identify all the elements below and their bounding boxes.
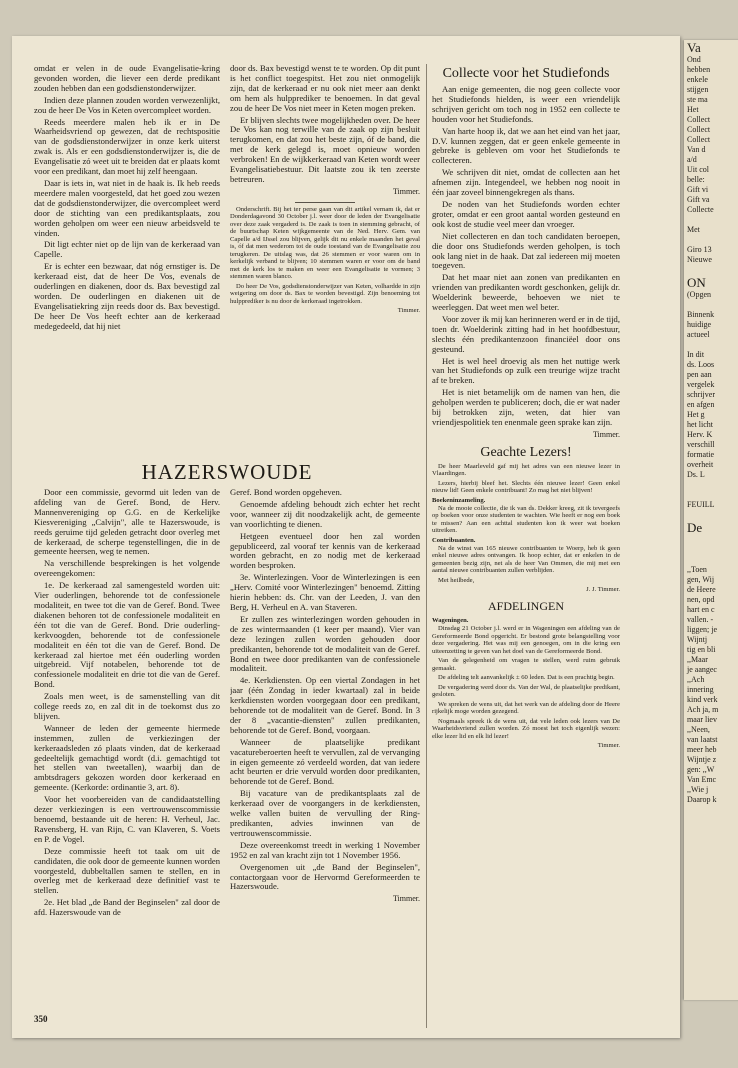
next-page-fragment: Van Emc [687,775,717,784]
next-page-fragment: de Heere [687,585,716,594]
paragraph: 1e. De kerkeraad zal samengesteld worden uit: Vier ouderlingen, behorende tot de confessionele modaliteit, en twee tot die van de Geref. Bond. Twee diakenen behoren tot de confessionele modaliteit en één tot die van de Geref. Bond. Drie ouderling-kerkvoogden, behorende tot de confessionele modaliteit en één tot die van de Geref. Bond. De kerkeraad zal hiertoe met één ouderling worden uitgebreid. Vijf notabelen, behorende tot de confessionele modaliteit en drie tot die van de Geref. Bond. [34,580,220,690]
next-page-fragment [684,490,738,500]
next-page-fragment [684,535,738,545]
signature: Timmer. [397,307,420,315]
paragraph: Na de mooie collectie, die ik van ds. Dekker kreeg, zit ik tevergeefs op boeken voor onze studenten te wachten. Wie heeft er nog een boek te missen? Aan een achttal studenten kon ik weer wat boeken uitreiken. [432,504,620,535]
paragraph: Van de gelegenheid om vragen te stellen, werd ruim gebruik gemaakt. [432,657,620,672]
paragraph: door ds. Bax bevestigd wenst te te worden. Op dit punt is het conflict toegespitst. Het zou niet onmogelijk zijn, dat de kerkeraad er nu ook niet meer aan denkt om hem als hulpprediker te benoemen. In dat geval zou de heer De Vos niet meer in Keten mogen preken. [230,64,420,113]
paragraph: 3e. Winterlezingen. Voor de Winterlezingen is een „Herv. Comité voor Winterlezingen" benoemd. Zitting hierin hebben: ds. Chr. van der Leeden, J. van den Berg, H. Verheul en A. van Staveren. [230,572,420,612]
footnote-block [230,206,420,315]
next-page-fragment: meer heb [687,745,717,754]
next-page-fragment: huidige [687,320,711,329]
next-page-fragment: Het [687,105,699,114]
next-page-fragment: kind verk [687,695,718,704]
next-page-fragment: maar liev [687,715,717,724]
next-page-fragment [684,340,738,350]
next-page-fragment: en afgen [687,400,715,409]
paragraph: Voor het voorbereiden van de candidaatstelling dezer verkiezingen is een vertrouwenscommissie benoemd, bestaande uit de heren: H. Verheul, Jac. Ravensberg, H. van Rijn, C. van Klaveren, S. Voets en P. de Vogel. [34,794,220,844]
next-page-fragment: Uit col [687,165,709,174]
next-page-fragment: ,,Maar [687,655,708,664]
paragraph: Voor zover ik mij kan herinneren werd er in de tijd, toen dr. Woelderink zitting had in het hoofdbestuur, slechts één predikantenzoon financiëel door ons gesteund. [432,313,620,354]
paragraph: Er blijven slechts twee mogelijkheden over. De heer De Vos kan nog terwille van de zaak op zijn besluit terugkomen, en dat zou het beste zijn, óf de band, die met de kerk gelegd is, moet opnieuw worden verbroken! En de wijkkerkeraad van Keten wordt weer Evangelisatiebestuur. Dit laatste zou ik ten zeerste betreuren. [230,114,420,184]
paragraph: Overgenomen uit „de Band der Beginselen", contactorgaan voor de Hervormd Gereformeerden te Hazerswoude. [230,861,420,892]
next-page-fragment: overheit [687,460,714,469]
next-page-fragment: je aangec [687,665,717,674]
next-page-fragment: Ach ja, m [687,705,719,714]
paragraph: Indien deze plannen zouden worden verwezenlijkt, zou de heer De Vos in Keten overcompleet worden. [34,94,220,115]
paragraph: Van harte hoop ik, dat we aan het eind van het jaar, D.V. kunnen zeggen, dat er geen enkele gemeente in gebreke is gebleven om voor het Studiefonds te collecteren. [432,125,620,166]
hazerswoude-title: HAZERSWOUDE [141,460,313,484]
paragraph: Dit ligt echter niet op de lijn van de kerkeraad van Capelle. [34,239,220,260]
next-page-fragment [684,545,738,555]
wageningen-heading: Wageningen. [432,617,469,625]
next-page-fragment: het licht [687,420,713,429]
afdelingen-title: AFDELINGEN [488,599,564,614]
next-page-fragment: actueel [687,330,710,339]
paragraph: Niet collecteren en dan toch candidaten beroepen, die door ons Studiefonds werden geholpen, is toch ook lang niet in de haak. Dat zal iedereen mij moeten toegeven. [432,230,620,271]
paragraph: We schrijven dit niet, omdat de collecten aan het afnemen zijn. Integendeel, we hebben nog nooit in één jaar zoveel binnengekregen als thans. [432,167,620,198]
hazerswoude-column-a [34,488,220,1028]
signature: Timmer. [392,186,420,196]
paragraph: We spreken de wens uit, dat het werk van de afdeling door de Heere rijkelijk moge worden gezegend. [432,700,620,716]
next-page-fragment: Giro 13 [687,245,712,254]
next-page-fragment: ds. Loos [687,360,715,369]
paragraph: Geref. Bond worden opgeheven. [230,488,342,497]
paragraph: Genoemde afdeling behoudt zich echter het recht voor, wanneer zij dit noodzakelijk acht, de gemeente van voorlichting te dienen. [230,498,420,529]
paragraph: 2e. Het blad „de Band der Beginselen" zal door de afd. Hazerswoude van de [34,897,220,918]
column-c [432,66,620,1028]
newspaper-page [12,36,680,1038]
next-page-fragment: Het g [687,410,705,419]
next-page-fragment: In dit [687,350,705,359]
paragraph: De heer Maarleveld gaf mij het adres van een nieuwe lezer in Vlaardingen. [432,462,620,478]
next-page-fragment [684,235,738,245]
paragraph: Dinsdag 21 October j.l. werd er in Wageningen een afdeling van de Gereformeerde Bond opgericht. Er bestond grote belangstelling voor deze vergadering. Het was mij een genoegen, om in die kring een uiteenzetting te geven van het doel van de Gereformeerde Bond. [432,625,620,655]
column-divider [426,64,427,1028]
divider [295,202,355,203]
next-page-fragment [684,510,738,520]
next-page-fragment: ,,Neen, [687,725,710,734]
paragraph: Deze commissie heeft tot taak om uit de candidaten, die ook door de gemeente kunnen worden voorgesteld, dubbeltallen samen te stellen, en in overleg met de kerkeraad deze definitief vast te stellen. [34,845,220,896]
wageningen-block [432,617,620,749]
next-page-fragment: hart en c [687,605,715,614]
next-page-fragment: Gift va [687,195,710,204]
next-page-fragment: stijgen [687,85,709,94]
paragraph: De afdeling telt aanvankelijk ± 60 leden. Dat is een prachtig begin. [438,674,615,682]
next-page-fragment: vergelek [687,380,715,389]
next-page-fragment: Collect [687,115,711,124]
next-page-fragment: ,,Toen [687,565,707,574]
contrib-heading: Contribuanten. [432,536,476,544]
paragraph: Hetgeen eventueel door hen zal worden gepubliceerd, zal vooraf ter kennis van de kerkeraad worden gebracht, en zo nodig met de kerkeraad worden besproken. [230,530,420,571]
next-page-fragment: formatie [687,450,715,459]
paragraph: Deze overeenkomst treedt in werking 1 November 1952 en zal van kracht zijn tot 1 November 1956. [230,839,420,860]
next-page-fragment: Gift vi [687,185,709,194]
signature: J. J. Timmer. [586,586,620,594]
next-page-fragment: belle: [687,175,705,184]
next-page-fragment: Ond [687,55,701,64]
next-page-fragment: Collect [687,135,711,144]
paragraph: De noden van het Studiefonds worden echter groter, omdat er een groot aantal worden gesteund en ook kost de studie veel meer dan vroeger. [432,198,620,229]
next-page-fragment: innering [687,685,714,694]
next-page-fragment: Wijntj [687,635,708,644]
next-page-fragment: FEUILL [687,500,715,509]
next-page-fragment: hebben [687,65,711,74]
next-page-edge [684,40,738,1000]
next-page-fragment: tig en bli [687,645,716,654]
paragraph: Wanneer de leden der gemeente hiermede instemmen, zullen de verkiezingen der kerkeraadsleden zó plaats vinden, dat de kerkeraad gedeeltelijk gemachtigd wordt (d.i. gemachtigd tot het stellen van tweetallen), waarbij dan de ambtsdragers gekozen worden door kerkeraad en gemeente. (Kerkorde: ordinantie 3, art. 8). [34,722,220,793]
next-page-fragment: schrijver [687,390,715,399]
paragraph: Bij vacature van de predikantsplaats zal de kerkeraad over de voorgangers in de kerkdiensten, welke vallen buiten de vervulling der Ring-predikanten, advies inwinnen van de vertrouwenscommissie. [230,788,420,838]
next-page-fragment: Wijntje z [687,755,717,764]
paragraph: omdat er velen in de oude Evangelisatie-kring gevonden worden, die liever een derde predikant zouden hebben dan een godsdienstonderwijzer. [34,64,220,93]
paragraph: Het is wel heel droevig als men het nuttige werk van het Studiefonds op zulk een treurige wijze tracht af te breken. [432,355,620,386]
next-page-fragment: Nieuwe [687,255,712,264]
next-page-fragment: Ds. L [687,470,705,479]
next-page-fragment [684,300,738,310]
next-page-fragment: Collecte [687,205,714,214]
next-page-fragment: nen, opd [687,595,715,604]
next-page-fragment: Herv. K [687,430,713,439]
next-page-fragment: Met [687,225,700,234]
next-page-fragment: ste ma [687,95,708,104]
paragraph: Wanneer de plaatselijke predikant vacatureberoerten heeft te vervullen, zal de vervanging in eigen gemeente zó verdeeld worden, dat van iedere acht beurten er drie vervuld worden door predikanten, behorende tot de Geref. Bond. [230,736,420,787]
next-page-fragment: vallen. - [687,615,714,624]
next-page-fragment: Va [687,40,701,55]
signature: Timmer. [592,429,620,439]
next-page-fragment: pen aan [687,370,712,379]
next-page-fragment: a/d [687,155,697,164]
paragraph: Aan enige gemeenten, die nog geen collecte voor het Studiefonds hielden, is weer een vriendelijk schrijven gericht om toch nog in 1952 een collecte te houden voor het Studiefonds. [432,84,620,124]
next-page-fragment: ,,Wie j [687,785,709,794]
next-page-fragment: Binnenk [687,310,715,319]
paragraph: Het is niet betamelijk om de namen van hen, die geholpen werden te publiceren; doch, die er wat nader bij betrokken zijn, weten, dat hier van vriendjespolitiek ten enenmale geen sprake kan zijn. [432,387,620,427]
next-page-fragment: Collect [687,125,711,134]
paragraph: De vergadering werd door ds. Van der Wal, de plaatselijke predikant, gesloten. [432,683,620,699]
boeken-heading: Boekeninzameling. [432,496,486,504]
next-page-fragment: Van d [687,145,706,154]
paragraph: Nogmaals spreek ik de wens uit, dat vele leden ook lezers van De Waarheidsvriend zullen worden. Zó moest het toch eigenlijk wezen: elke lezer lid en elk lid lezer! [432,717,620,740]
signature: Timmer. [597,742,620,750]
next-page-fragment: gen, Wij [687,575,715,584]
paragraph: Lezers, hierbij bleef het. Slechts één nieuwe lezer! Geen enkel nieuw lid! Geen enkele contribuant! Zo mag het niet blijven! [432,479,620,495]
next-page-fragment: ON [687,275,706,290]
column-b [230,64,420,456]
next-page-fragment: enkele [687,75,708,84]
next-page-fragment: Daarop k [687,795,717,804]
paragraph: 4e. Kerkdiensten. Op een viertal Zondagen in het jaar (één Zondag in ieder kwartaal) zal in beide kerkdiensten worden voorgegaan door een predikant, behorende tot de modaliteit van de Geref. Bond. In 3 der 8 „vacantie-diensten" zullen predikanten, behorende tot de Geref. Bond, voorgaan. [230,675,420,735]
next-page-fragment: liggen; je [687,625,717,634]
page-number: 350 [34,1014,48,1024]
paragraph: Daar is iets in, wat niet in de haak is. Ik heb reeds meerdere malen voorgesteld, dat het goed zou wezen dat de godsdienstonderwijzer, die overcompleet werd door de stichting van een predikantsplaats, zou worden geholpen om weer een nieuw arbeidsveld te vinden. [34,177,220,238]
paragraph: Zoals men weet, is de samenstelling van dit college reeds zo, en zal dit in de toekomst dus zo blijven. [34,691,220,721]
paragraph: Er is echter een bezwaar, dat nóg ernstiger is. De kerkeraad eist, dat de heer De Vos, evenals de ouderlingen en diakenen, door ds. Bax bevestigd zal worden. De ouderlingen en diakenen uit de Evangelisatiekring zijn reeds door ds. Bax bevestigd. De heer De Vos heeft echter aan de kerkeraad medegedeeld, dat hij niet [34,261,220,331]
paragraph: Dat het maar niet aan zonen van predikanten en vrienden van predikanten wordt geschonken, gelijk dr. Woelderink beweerde, behoeven we niet te weerleggen. Dat weet men wel beter. [432,272,620,313]
column-a [34,64,220,456]
next-page-fragment [684,480,738,490]
paragraph: Er zullen zes winterlezingen worden gehouden in de zes wintermaanden (1 keer per maand). Vier van deze lezingen zullen worden gehouden door predikanten, behorende tot de modaliteit van de Geref. Bond en twee door predikanten van de confessionele modaliteit. [230,613,420,674]
next-page-fragment: (Opgen [687,290,711,299]
paragraph: Door een commissie, gevormd uit leden van de afdeling van de Geref. Bond, de Herv. Mannenvereniging op G.G. en de Kerkelijke Kiesvereniging „Calvijn", alle te Hazerswoude, is reeds geruime tijd geleden getracht door overleg met de kerkeraad, de scherpe tegenstellingen, die in de gemeente heersen, weg te nemen. [34,488,220,557]
paragraph: Reeds meerdere malen heb ik er in De Waarheidsvriend op gewezen, dat de rechtspositie van de godsdienstonderwijzer in onze kerk uiterst zwak is. Als er een godsdienstonderwijzer is, die de Evangelisatie zó weet uit te breiden dat er plaats komt voor een predikant, dan moet hij zelf heengaan. [34,116,220,177]
signature: Timmer. [392,894,420,904]
footnote-paragraph: Do heer De Vos, godsdienstonderwijzer van Keten, volhardde in zijn weigering om door ds. Bax te worden bevestigd. Zijn benoeming tot hulpprediker is nu door de kerkeraad ingetrokken. [230,282,420,305]
next-page-fragment: ,,Ach [687,675,705,684]
lezers-block [432,463,620,594]
next-page-fragment [684,265,738,275]
collecte-title: Collecte voor het Studiefonds [442,66,610,81]
hazerswoude-column-b [230,488,420,1028]
paragraph: Na de winst van 165 nieuwe contribuanten te Woerp, heb ik geen enkel nieuwe adres ontvangen. Ik hoop echter, dat er enkelen in de gemeenten bezig zijn, net als de heer Van Ommen, die mij met een aantal nieuwe contribuanten zullen verblijden. [432,544,620,575]
next-page-fragment: gen: ,,W [687,765,715,774]
next-page-fragment: van laatst [687,735,718,744]
next-page-fragment: De [687,520,703,535]
next-page-fragment [684,555,738,565]
next-page-fragment [684,215,738,225]
paragraph: Na verschillende besprekingen is het volgende overeengekomen: [34,558,220,579]
next-page-fragment: verschill [687,440,715,449]
lezers-title: Geachte Lezers! [480,444,572,460]
greeting: Met heilbede, [438,576,475,584]
footnote-paragraph: Onderschrift. Bij het ter perse gaan van dit artikel vernam ik, dat er Donderdagavond 30 October j.l. weer door de leden der Evangelisatie over deze zaak vergaderd is. De zaak is toen in stemming gebracht, of de buurtschap Keten wijkgemeente van de Ned. Herv. Gem. van Capelle a/d IJssel zou blijven, gelijk dit nu enkele maanden het geval is, óf dat men wederom tot de oude toestand van de Evangelisatie zou terugkeren. De uitslag was, dat 26 stemmen er voor waren om in kerkelijk verband te blijven; 10 stemmen waren er voor om de band met de kerk los te maken en weer een Evangelisatie te vormen; 3 stemmen waren blanco. [230,205,420,281]
